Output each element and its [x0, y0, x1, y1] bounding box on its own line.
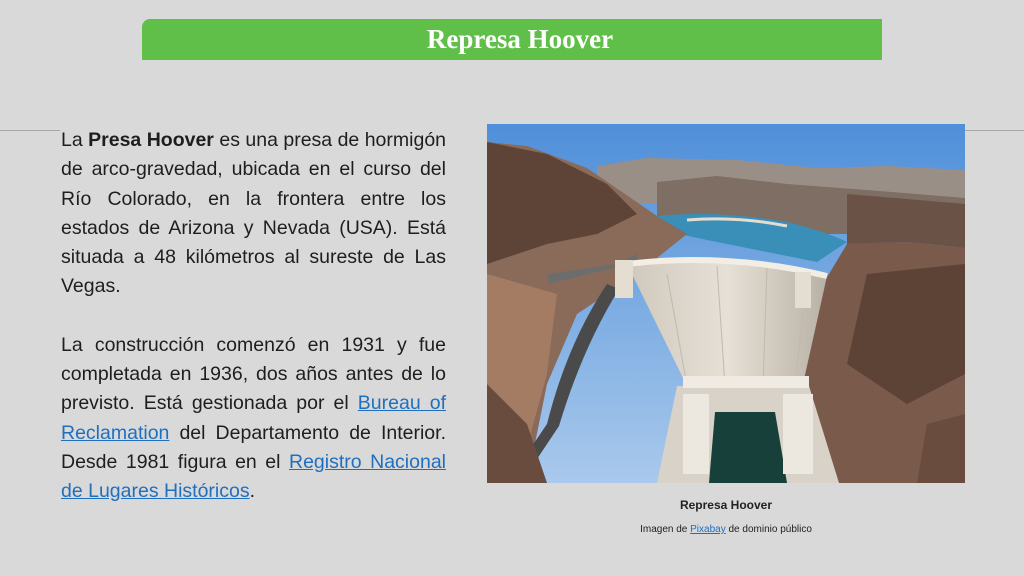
image-credit-suffix: de dominio público [725, 524, 812, 535]
image-credit [487, 524, 965, 535]
slide-title: Represa Hoover [426, 24, 614, 54]
paragraph-history-end: . [249, 480, 256, 503]
pixabay-link[interactable]: Pixabay [690, 524, 726, 535]
slide-title-bar [142, 19, 882, 60]
image-caption: Represa Hoover [679, 498, 773, 512]
paragraph-history [61, 331, 446, 507]
image-credit-prefix: Imagen de [640, 524, 691, 535]
bureau-of-reclamation-link[interactable]: Bureau of Reclamation [61, 392, 446, 444]
paragraph-history-start: La construcción comenzó en 1931 y fue completada en 1936, dos años antes de lo previsto. Está gestionada por el [61, 333, 446, 415]
paragraph-intro-start: La [61, 129, 89, 151]
paragraph-intro-rest: es una presa de hormigón de arco-gravedad, ubicada en el curso del Río Colorado, en la frontera entre los estados de Arizona y Nevada (USA). Está situada a 48 kilómetros al sureste de Las Vegas. [61, 129, 447, 298]
divider-line-right [965, 130, 1024, 131]
paragraph-intro [61, 126, 446, 302]
divider-line-left [0, 130, 60, 131]
national-register-link[interactable]: Registro Nacional de Lugares Históricos [61, 450, 447, 503]
dam-name-bold: Presa Hoover [88, 129, 214, 151]
hoover-dam-photo [487, 124, 965, 483]
paragraph-history-middle: del Departamento de Interior. Desde 1981 figura en el [61, 421, 446, 473]
body-text [61, 126, 446, 507]
